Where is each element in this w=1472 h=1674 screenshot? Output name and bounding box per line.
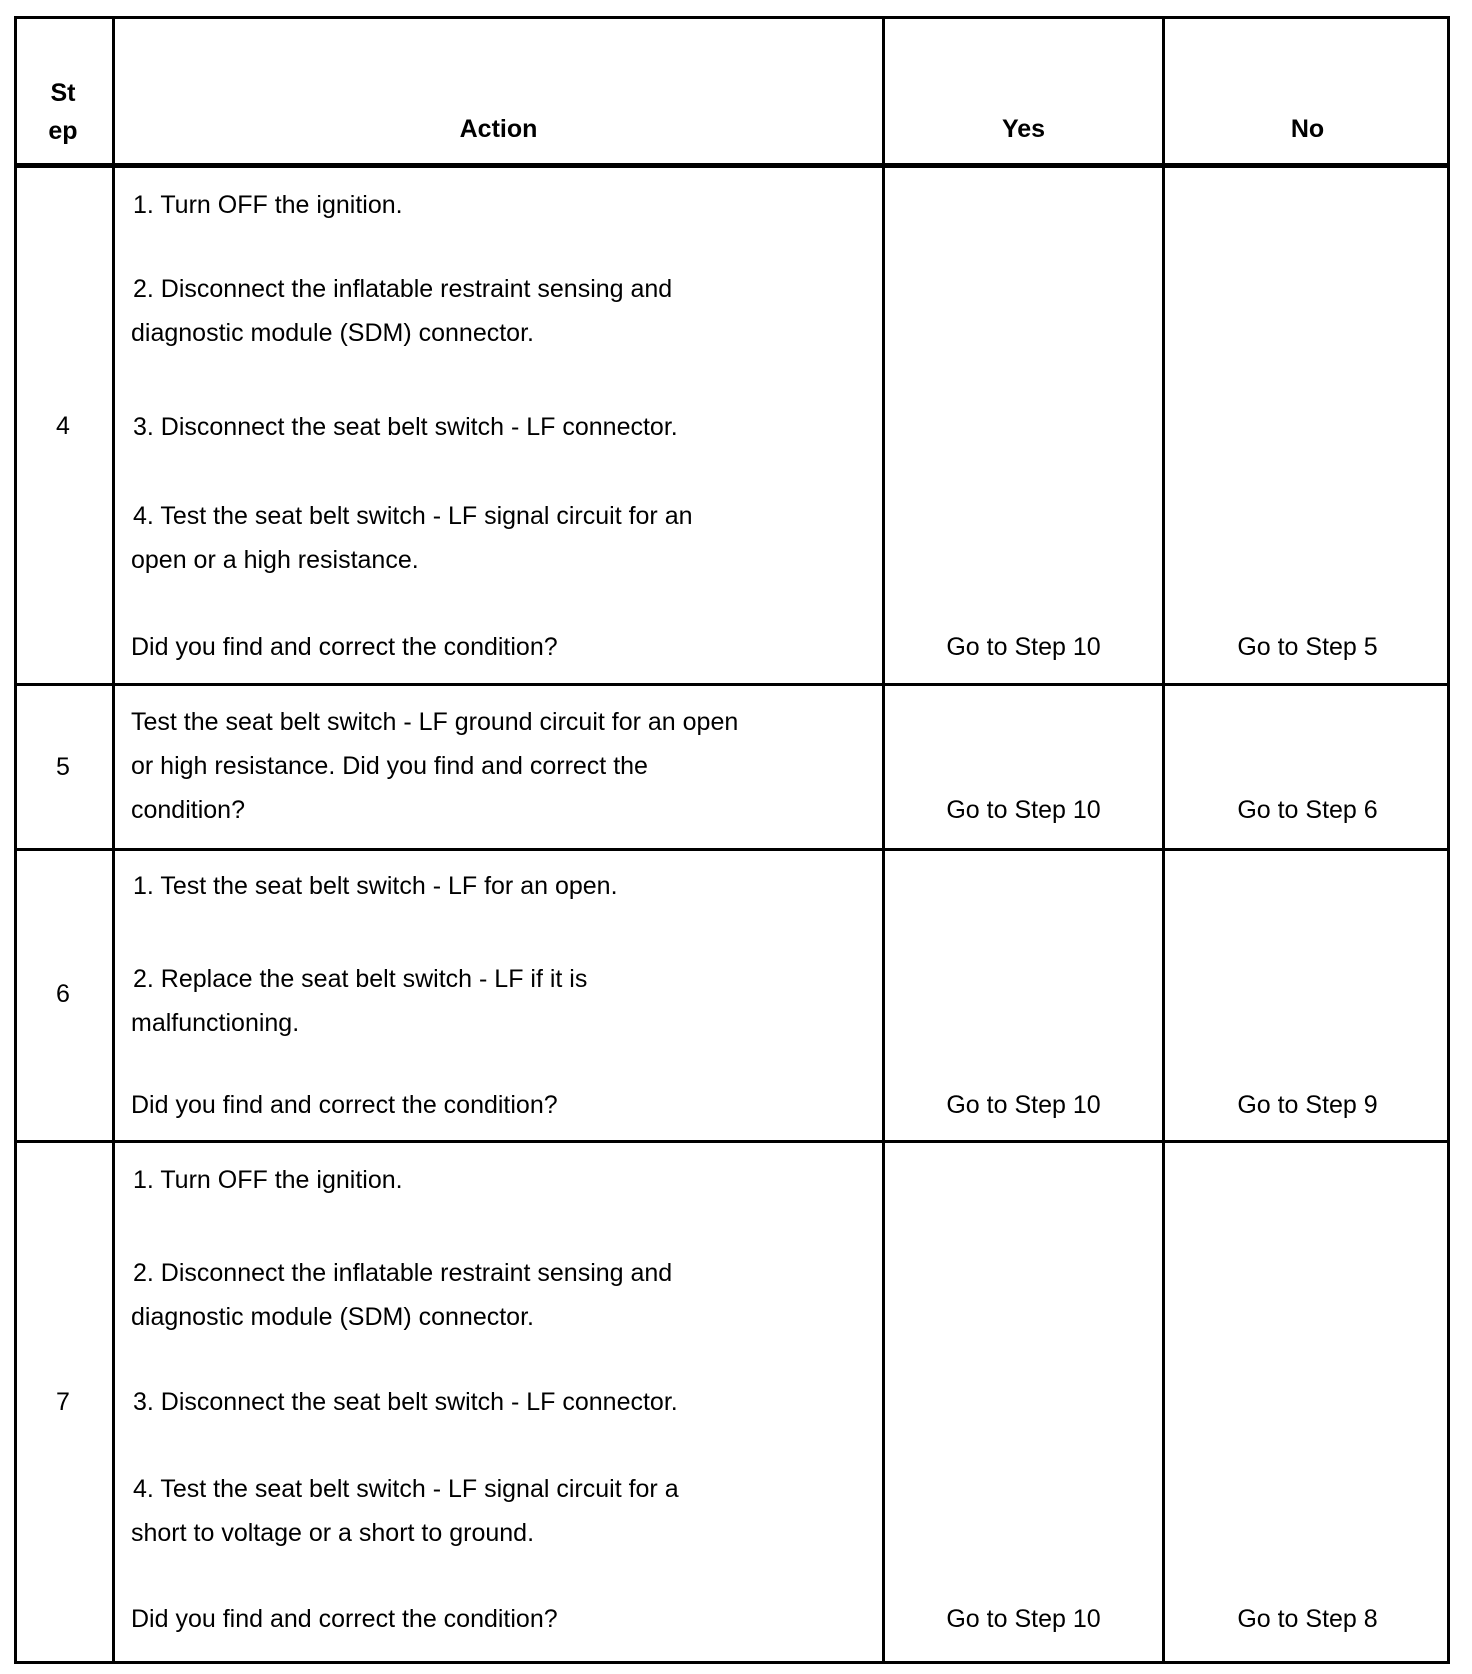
yes-link[interactable]: Go to Step 10: [946, 796, 1101, 824]
yes-link[interactable]: Go to Step 10: [946, 1605, 1101, 1633]
action-line: 1. Turn OFF the ignition.: [133, 1166, 403, 1194]
action-question: Did you find and correct the condition?: [131, 1091, 558, 1119]
header-action: Action: [459, 115, 538, 143]
action-line: 4. Test the seat belt switch - LF signal circuit for an: [133, 502, 693, 530]
action-line: 2. Disconnect the inflatable restraint sensing and: [133, 1259, 673, 1287]
action-line: diagnostic module (SDM) connector.: [131, 319, 534, 347]
step-number: 6: [56, 980, 70, 1008]
header-divider: [14, 163, 1450, 168]
action-line: 3. Disconnect the seat belt switch - LF connector.: [133, 413, 678, 441]
column-divider-action: [882, 16, 885, 1664]
action-line: open or a high resistance.: [131, 546, 419, 574]
step-number: 5: [56, 753, 70, 781]
no-link[interactable]: Go to Step 5: [1237, 633, 1378, 661]
action-line: short to voltage or a short to ground.: [131, 1519, 535, 1547]
yes-link[interactable]: Go to Step 10: [946, 633, 1101, 661]
action-line: condition?: [131, 796, 245, 824]
action-line: malfunctioning.: [131, 1009, 300, 1037]
no-link[interactable]: Go to Step 9: [1237, 1091, 1378, 1119]
no-link[interactable]: Go to Step 8: [1237, 1605, 1378, 1633]
header-no: No: [1290, 115, 1325, 143]
action-line: 2. Replace the seat belt switch - LF if it is: [133, 965, 588, 993]
action-line: diagnostic module (SDM) connector.: [131, 1303, 534, 1331]
action-line: 1. Turn OFF the ignition.: [133, 191, 403, 219]
action-question: Did you find and correct the condition?: [131, 1605, 558, 1633]
yes-link[interactable]: Go to Step 10: [946, 1091, 1101, 1119]
column-divider-yes: [1162, 16, 1165, 1664]
step-number: 7: [56, 1388, 70, 1416]
action-line: Test the seat belt switch - LF ground circuit for an open: [131, 708, 739, 736]
row-divider: [14, 848, 1450, 851]
row-divider: [14, 683, 1450, 686]
header-step: [14, 74, 112, 150]
row-divider: [14, 1140, 1450, 1143]
action-question: Did you find and correct the condition?: [131, 633, 558, 661]
action-line: 1. Test the seat belt switch - LF for an open.: [133, 872, 618, 900]
header-step-line2: ep: [48, 117, 78, 145]
action-line: 3. Disconnect the seat belt switch - LF connector.: [133, 1388, 678, 1416]
step-number: 4: [56, 412, 70, 440]
column-divider-step: [112, 16, 115, 1664]
no-link[interactable]: Go to Step 6: [1237, 796, 1378, 824]
header-yes: Yes: [1001, 115, 1046, 143]
action-line: or high resistance. Did you find and correct the: [131, 752, 648, 780]
header-step-line1: St: [50, 79, 76, 107]
action-line: 4. Test the seat belt switch - LF signal circuit for a: [133, 1475, 679, 1503]
action-line: 2. Disconnect the inflatable restraint sensing and: [133, 275, 673, 303]
